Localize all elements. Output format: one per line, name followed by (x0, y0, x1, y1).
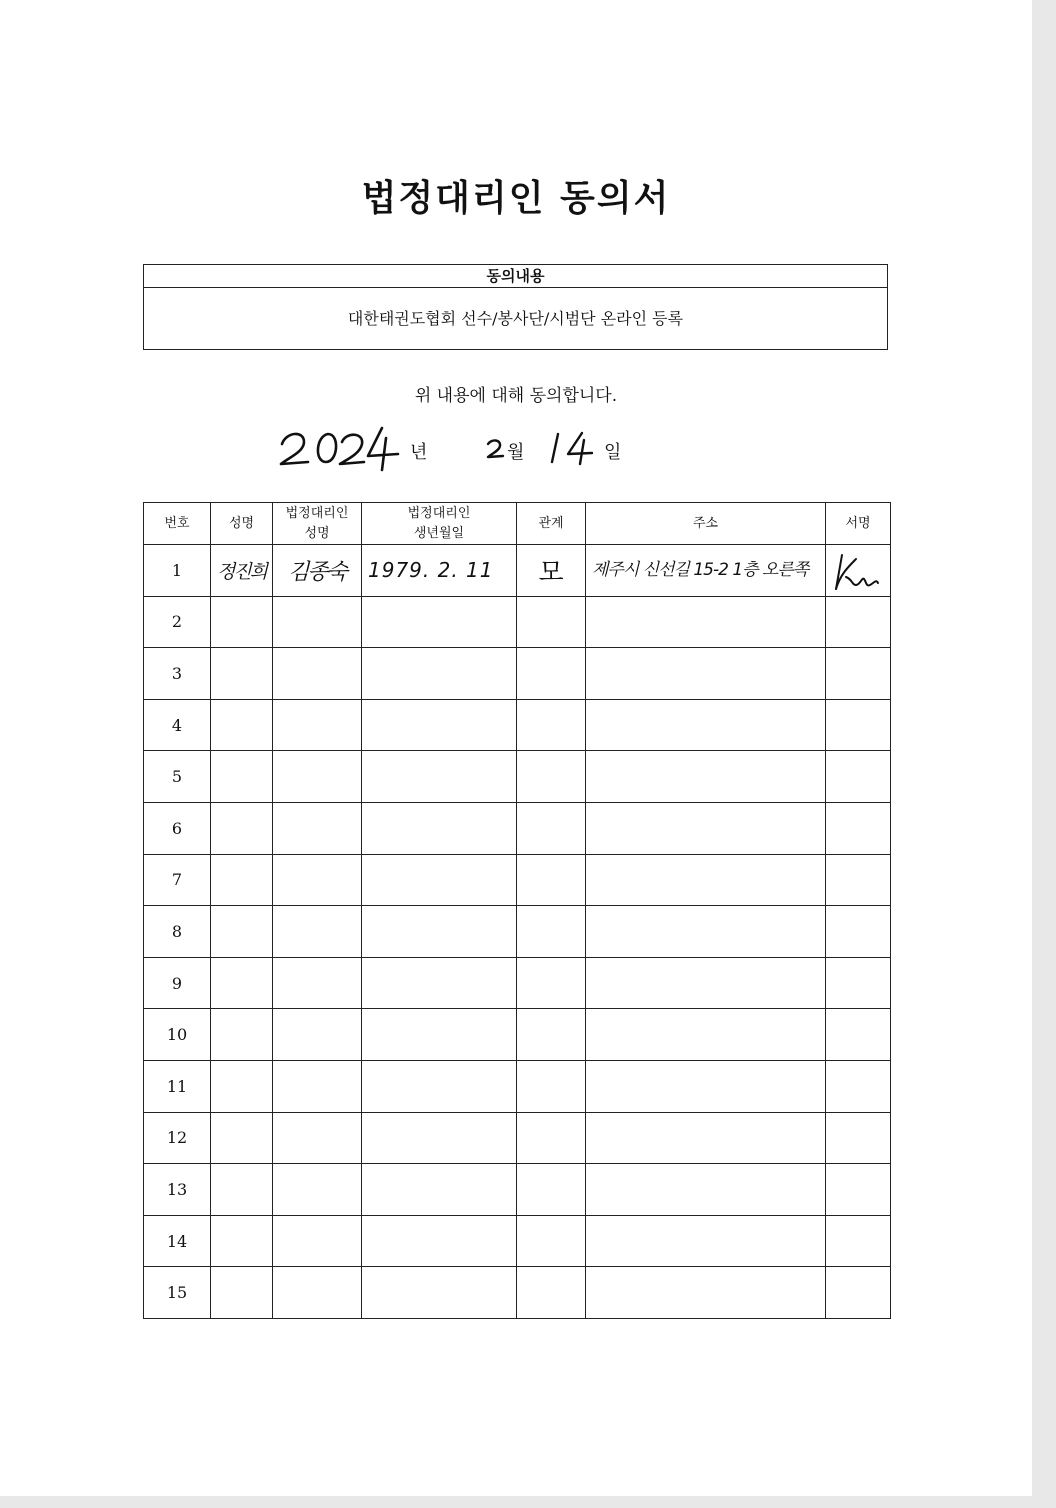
cell-guardian-name (273, 1215, 362, 1267)
cell-address (586, 854, 826, 906)
handwritten-birth: 1979. 2. 11 (368, 558, 494, 583)
row-number: 12 (144, 1112, 211, 1164)
header-guardian-birth-line1: 법정대리인 (407, 505, 471, 521)
cell-signature (826, 699, 891, 751)
cell-guardian-name (273, 957, 362, 1009)
cell-name (211, 751, 273, 803)
cell-relation (517, 648, 586, 700)
table-row (144, 1112, 891, 1164)
table-row (144, 545, 891, 597)
cell-relation (517, 545, 586, 597)
header-guardian-birth-line2: 생년월일 (413, 525, 465, 541)
cell-relation (517, 802, 586, 854)
cell-relation (517, 1060, 586, 1112)
guardian-table (143, 502, 891, 1319)
month-label: 월 (507, 442, 525, 463)
cell-guardian-birth (362, 596, 517, 648)
table-row (144, 648, 891, 700)
cell-signature (826, 802, 891, 854)
handwritten-name: 정진희 (216, 560, 267, 583)
cell-name (211, 1009, 273, 1061)
row-number: 14 (144, 1215, 211, 1267)
row-number: 8 (144, 906, 211, 958)
cell-guardian-name (273, 596, 362, 648)
table-row (144, 699, 891, 751)
cell-relation (517, 596, 586, 648)
cell-name (211, 1112, 273, 1164)
cell-relation (517, 1164, 586, 1216)
cell-address (586, 699, 826, 751)
header-guardian-name (273, 503, 362, 545)
header-address: 주소 (586, 503, 826, 545)
cell-address (586, 1164, 826, 1216)
row-number: 3 (144, 648, 211, 700)
cell-address (586, 906, 826, 958)
cell-guardian-birth (362, 906, 517, 958)
cell-guardian-birth (362, 854, 517, 906)
cell-address (586, 596, 826, 648)
cell-name (211, 957, 273, 1009)
row-number: 9 (144, 957, 211, 1009)
cell-guardian-birth (362, 1060, 517, 1112)
cell-address (586, 802, 826, 854)
cell-guardian-name (273, 545, 362, 597)
handwritten-day (548, 430, 596, 466)
cell-name (211, 648, 273, 700)
cell-signature (826, 906, 891, 958)
cell-guardian-name (273, 648, 362, 700)
consent-header: 동의내용 (144, 265, 887, 288)
cell-guardian-birth (362, 1112, 517, 1164)
cell-relation (517, 1112, 586, 1164)
consent-box (143, 264, 888, 350)
cell-address (586, 1009, 826, 1061)
row-number: 11 (144, 1060, 211, 1112)
cell-guardian-birth (362, 545, 517, 597)
row-number: 5 (144, 751, 211, 803)
handwritten-relation: 모 (538, 557, 564, 588)
cell-guardian-name (273, 1164, 362, 1216)
cell-guardian-name (273, 1112, 362, 1164)
row-number: 6 (144, 802, 211, 854)
cell-signature (826, 854, 891, 906)
header-relation: 관계 (517, 503, 586, 545)
cell-guardian-name (273, 906, 362, 958)
table-row (144, 751, 891, 803)
cell-guardian-birth (362, 957, 517, 1009)
cell-address (586, 545, 826, 597)
cell-signature (826, 1215, 891, 1267)
table-row (144, 1009, 891, 1061)
cell-name (211, 1267, 273, 1319)
row-number: 15 (144, 1267, 211, 1319)
header-guardian-birth (362, 503, 517, 545)
cell-signature (826, 1164, 891, 1216)
table-header-row (144, 503, 891, 545)
cell-guardian-birth (362, 1215, 517, 1267)
cell-name (211, 545, 273, 597)
cell-guardian-birth (362, 1009, 517, 1061)
header-signature: 서명 (826, 503, 891, 545)
cell-guardian-birth (362, 751, 517, 803)
cell-relation (517, 751, 586, 803)
cell-name (211, 1164, 273, 1216)
table-row (144, 1215, 891, 1267)
handwritten-month (485, 438, 507, 460)
cell-signature (826, 1267, 891, 1319)
agree-statement: 위 내용에 대해 동의합니다. (414, 386, 618, 406)
day-label: 일 (604, 442, 622, 463)
cell-name (211, 854, 273, 906)
row-number: 4 (144, 699, 211, 751)
table-row (144, 957, 891, 1009)
cell-guardian-birth (362, 648, 517, 700)
cell-name (211, 1215, 273, 1267)
cell-relation (517, 1009, 586, 1061)
table-row (144, 802, 891, 854)
cell-signature (826, 648, 891, 700)
consent-text: 대한태권도협회 선수/봉사단/시범단 온라인 등록 (347, 309, 684, 328)
cell-signature (826, 596, 891, 648)
header-guardian-name-line2: 성명 (304, 525, 330, 541)
cell-signature (826, 1009, 891, 1061)
cell-guardian-birth (362, 699, 517, 751)
cell-address (586, 1112, 826, 1164)
cell-address (586, 751, 826, 803)
handwritten-address: 제주시 신선길 15-2 1층 오른쪽 (592, 559, 809, 580)
cell-name (211, 596, 273, 648)
cell-address (586, 648, 826, 700)
cell-relation (517, 699, 586, 751)
cell-signature (826, 751, 891, 803)
cell-name (211, 906, 273, 958)
cell-signature (826, 1112, 891, 1164)
cell-guardian-birth (362, 1164, 517, 1216)
cell-relation (517, 906, 586, 958)
cell-guardian-birth (362, 802, 517, 854)
cell-relation (517, 854, 586, 906)
handwritten-guardian-name: 김종숙 (288, 559, 346, 585)
cell-name (211, 1060, 273, 1112)
header-name: 성명 (211, 503, 273, 545)
cell-signature (826, 1060, 891, 1112)
table-row (144, 596, 891, 648)
row-number: 1 (144, 545, 211, 597)
cell-relation (517, 1267, 586, 1319)
cell-guardian-name (273, 1060, 362, 1112)
header-guardian-name-line1: 법정대리인 (285, 505, 349, 521)
cell-address (586, 957, 826, 1009)
table-row (144, 854, 891, 906)
table-row (144, 1164, 891, 1216)
cell-guardian-name (273, 854, 362, 906)
row-number: 10 (144, 1009, 211, 1061)
cell-address (586, 1060, 826, 1112)
row-number: 13 (144, 1164, 211, 1216)
cell-relation (517, 957, 586, 1009)
row-number: 7 (144, 854, 211, 906)
cell-signature (826, 545, 891, 597)
cell-address (586, 1215, 826, 1267)
cell-relation (517, 1215, 586, 1267)
cell-name (211, 699, 273, 751)
cell-guardian-name (273, 699, 362, 751)
cell-signature (826, 957, 891, 1009)
cell-name (211, 802, 273, 854)
table-row (144, 906, 891, 958)
cell-guardian-name (273, 1009, 362, 1061)
cell-guardian-birth (362, 1267, 517, 1319)
year-label: 년 (410, 442, 428, 463)
cell-guardian-name (273, 751, 362, 803)
cell-guardian-name (273, 1267, 362, 1319)
table-row (144, 1267, 891, 1319)
row-number: 2 (144, 596, 211, 648)
table-row (144, 1060, 891, 1112)
cell-guardian-name (273, 802, 362, 854)
document-title: 법정대리인 동의서 (361, 177, 671, 219)
date-line (0, 420, 1032, 480)
signature-image (826, 545, 886, 595)
header-number: 번호 (144, 503, 211, 545)
cell-address (586, 1267, 826, 1319)
handwritten-year (278, 424, 403, 474)
